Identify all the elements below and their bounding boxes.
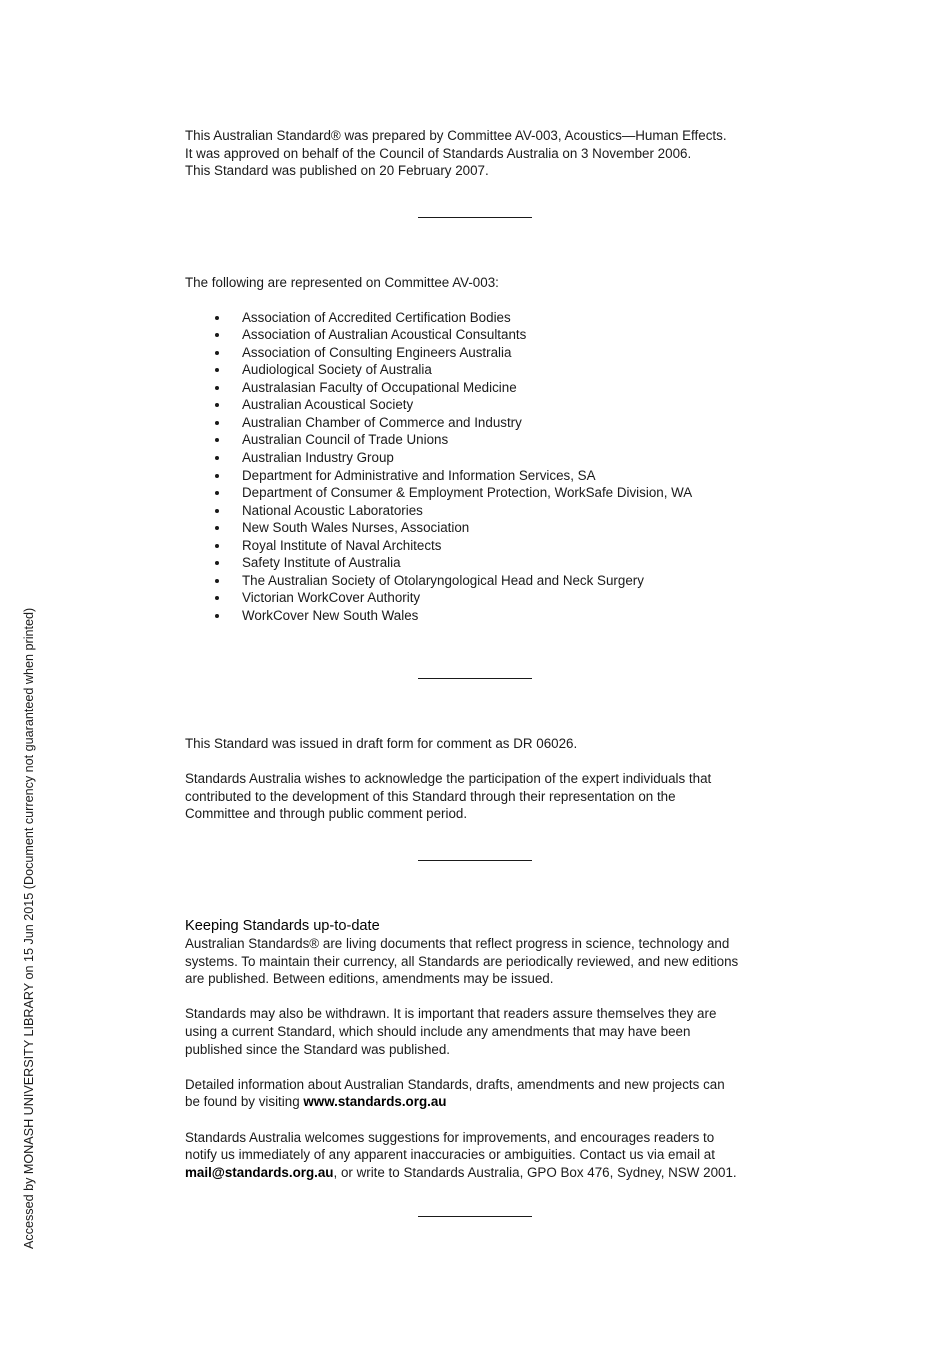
keeping-paragraph-4 [185,1129,785,1182]
committee-member: Victorian WorkCover Authority [185,589,785,607]
committee-member: Australian Acoustical Society [185,396,785,414]
paragraph-text: be found by visiting [185,1094,304,1110]
paragraph-line: published since the Standard was published. [185,1041,451,1057]
committee-member: Department of Consumer & Employment Protection, WorkSafe Division, WA [185,484,785,502]
paragraph-line: are published. Between editions, amendments may be issued. [185,971,554,987]
committee-member: Australian Council of Trade Unions [185,431,785,449]
intro-line: This Australian Standard® was prepared by Committee AV-003, Acoustics—Human Effects. [185,128,727,143]
keeping-section [185,917,785,1181]
paragraph-line: Australian Standards® are living documents that reflect progress in science, technology and [185,936,730,951]
access-watermark: Accessed by MONASH UNIVERSITY LIBRARY on 15 Jun 2015 (Document currency not guaranteed when printed) [22,607,36,1249]
committee-member: Association of Accredited Certification Bodies [185,309,785,327]
committee-member: Royal Institute of Naval Architects [185,537,785,555]
keeping-paragraph-3 [185,1076,785,1111]
committee-member: Association of Australian Acoustical Consultants [185,326,785,344]
draft-section [185,735,785,823]
committee-member: WorkCover New South Wales [185,607,785,625]
committee-member: Department for Administrative and Information Services, SA [185,467,785,485]
committee-member: Safety Institute of Australia [185,554,785,572]
section-divider [418,860,532,861]
keeping-title: Keeping Standards up-to-date [185,918,380,934]
committee-member: Australian Industry Group [185,449,785,467]
committee-heading: The following are represented on Committee AV-003: [185,275,499,290]
acknowledgement-line: Committee and through public comment period. [185,806,468,822]
paragraph-line: systems. To maintain their currency, all Standards are periodically reviewed, and new editions [185,953,739,969]
section-divider [418,217,532,218]
acknowledgement-line: Standards Australia wishes to acknowledge the participation of the expert individuals that [185,771,712,787]
committee-member: National Acoustic Laboratories [185,502,785,520]
intro-section [185,127,785,180]
paragraph-line [185,1164,785,1182]
section-divider [418,1216,532,1217]
website-link[interactable]: www.standards.org.au [303,1094,447,1110]
paragraph-line: Standards may also be withdrawn. It is important that readers assure themselves they are [185,1006,717,1022]
committee-member: Association of Consulting Engineers Australia [185,344,785,362]
committee-section [185,274,785,624]
committee-member-list [185,309,785,625]
intro-line: This Standard was published on 20 February 2007. [185,163,489,179]
paragraph-line: Standards Australia welcomes suggestions for improvements, and encourages readers to [185,1129,715,1145]
keeping-paragraph-1 [185,935,785,988]
section-divider [418,678,532,679]
committee-member: Australasian Faculty of Occupational Medicine [185,379,785,397]
committee-member: The Australian Society of Otolaryngological Head and Neck Surgery [185,572,785,590]
keeping-paragraph-2 [185,1005,785,1058]
email-link[interactable]: mail@standards.org.au [185,1164,334,1180]
paragraph-line [185,1093,785,1111]
acknowledgement-line: contributed to the development of this Standard through their representation on the [185,788,676,804]
paragraph-line: using a current Standard, which should include any amendments that may have been [185,1023,691,1039]
committee-member: Audiological Society of Australia [185,361,785,379]
paragraph-line: Detailed information about Australian Standards, drafts, amendments and new projects can [185,1076,725,1092]
paragraph-line: notify us immediately of any apparent inaccuracies or ambiguities. Contact us via email at [185,1147,715,1163]
paragraph-text: , or write to Standards Australia, GPO Box 476, Sydney, NSW 2001. [333,1164,737,1180]
draft-issued-text: This Standard was issued in draft form for comment as DR 06026. [185,736,578,751]
intro-line: It was approved on behalf of the Council of Standards Australia on 3 November 2006. [185,145,692,161]
committee-member: New South Wales Nurses, Association [185,519,785,537]
acknowledgement-paragraph [185,770,785,823]
committee-member: Australian Chamber of Commerce and Industry [185,414,785,432]
